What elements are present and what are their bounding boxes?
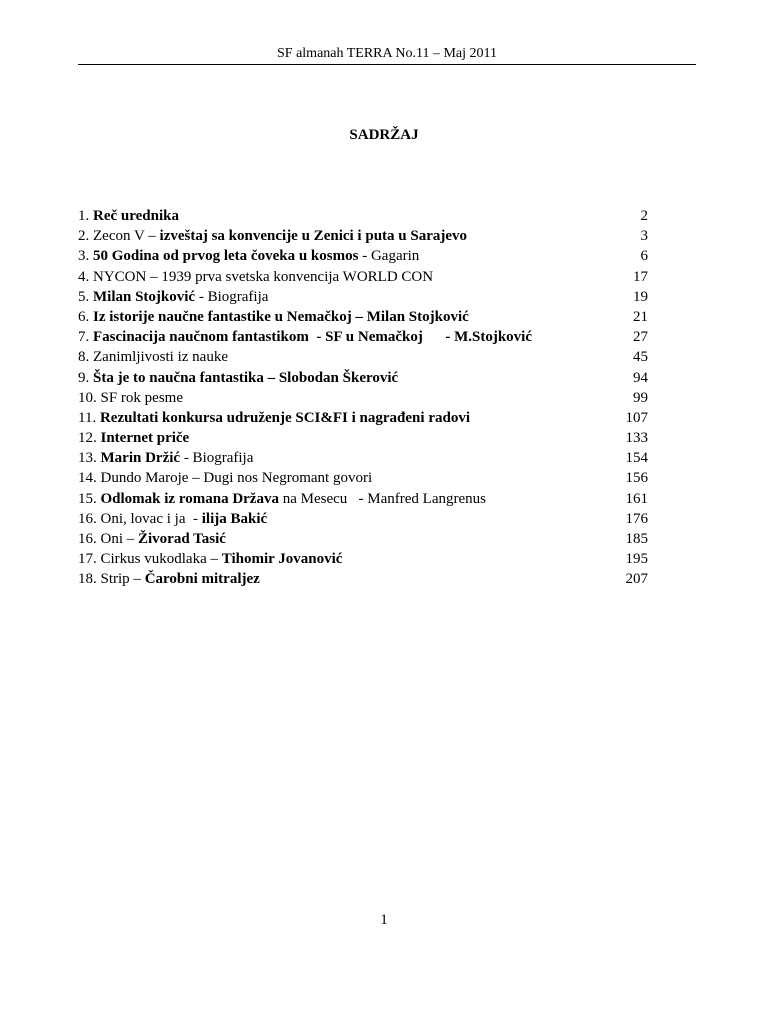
toc-entry	[78, 368, 648, 388]
toc-entry-title	[78, 549, 342, 569]
toc-entry-title-part: 2. Zecon V –	[78, 228, 160, 245]
page-title: SADRŽAJ	[349, 127, 419, 143]
toc-entry-title	[78, 206, 179, 226]
toc-entry	[78, 388, 648, 408]
toc-entry-title-part: 1.	[78, 208, 93, 224]
toc-entry-title-part: 5.	[78, 288, 93, 305]
toc-entry-title	[78, 267, 433, 287]
toc-entry-title-part: - Biografija	[180, 450, 254, 467]
toc-entry-page-number: 6	[640, 248, 648, 265]
toc-entry-title	[78, 468, 372, 488]
toc-entry-page-number: 27	[633, 329, 648, 346]
toc-entry-title	[78, 448, 253, 468]
toc-entry-page-number: 94	[633, 369, 648, 386]
toc-entry-title-part: 7.	[78, 329, 93, 346]
toc-entry-page-number: 21	[633, 308, 648, 325]
toc-entry	[78, 529, 648, 549]
toc-entry-page-number: 161	[625, 490, 648, 507]
toc-entry-page-number: 2	[640, 208, 648, 224]
toc-entry-title-bold-part: izveštaj sa konvencije u Zenici i puta u Sarajevo	[159, 228, 468, 245]
toc-entry	[78, 327, 648, 347]
toc-entry-page-number: 19	[633, 288, 648, 305]
toc-entry-title-part: - Gagarin	[358, 248, 420, 265]
toc-entry-title-part: 8. Zanimljivosti iz nauke	[78, 349, 228, 366]
toc-entry-title	[78, 569, 260, 589]
toc-entry-title	[78, 226, 467, 246]
toc-entry-page-number: 107	[625, 409, 648, 426]
toc-entry-title	[78, 408, 470, 428]
toc-entry	[78, 347, 648, 367]
toc-entry-title	[78, 287, 268, 307]
toc-entry	[78, 246, 648, 266]
toc-entry	[78, 408, 648, 428]
toc-entry-page-number: 185	[625, 531, 648, 547]
toc-entry-title	[78, 489, 486, 509]
toc-entry-page-number: 17	[633, 268, 648, 285]
toc-entry-title	[78, 246, 419, 266]
toc-entry	[78, 428, 648, 448]
toc-entry-title	[78, 509, 267, 529]
toc-entry-title-bold-part: Milan Stojković	[93, 288, 196, 305]
toc-entry-title-bold-part: Iz istorije naučne fantastike u Nemačkoj – Milan Stojković	[93, 308, 469, 325]
toc-entry	[78, 287, 648, 307]
toc-entry	[78, 267, 648, 287]
toc-entry-title-bold-part: ilija Bakić	[201, 510, 268, 527]
toc-entry-title	[78, 388, 183, 408]
toc-entry-title-bold-part: Odlomak iz romana Država	[100, 490, 279, 507]
toc-entry	[78, 226, 648, 246]
toc-entry-title	[78, 368, 398, 388]
toc-entry-title-part: 10. SF rok pesme	[78, 389, 183, 406]
toc-entry-title-part: 16. Oni, lovac i ja -	[78, 510, 202, 527]
toc-entry-title-part: 9.	[78, 369, 93, 386]
toc-entry-title-part: 3.	[78, 248, 93, 265]
toc-entry-title	[78, 428, 189, 448]
toc-entry-title-part: na Mesecu - Manfred Langrenus	[278, 490, 486, 507]
toc-entry-title-part: 6.	[78, 308, 93, 325]
toc-entry-title-bold-part: Rezultati konkursa udruženje SCI&FI i nagrađeni radovi	[99, 409, 470, 426]
toc-entry	[78, 549, 648, 569]
toc-entry-page-number: 156	[625, 470, 648, 487]
toc-entry-title-part: 15.	[78, 490, 101, 507]
running-head: SF almanah TERRA No.11 – Maj 2011	[78, 44, 696, 65]
toc-entry	[78, 569, 648, 589]
table-of-contents	[78, 206, 648, 590]
toc-entry-page-number: 176	[625, 510, 648, 527]
toc-entry-title	[78, 347, 228, 367]
toc-entry-title-part: 4. NYCON – 1939 prva svetska konvencija WORLD CON	[78, 268, 434, 285]
toc-entry	[78, 206, 648, 226]
toc-entry-title	[78, 529, 226, 549]
toc-entry-title-part: 16. Oni –	[78, 531, 138, 547]
toc-entry-title-bold-part: Reč urednika	[93, 208, 179, 224]
toc-entry-title	[78, 327, 532, 347]
toc-entry-title-bold-part: Marin Držić	[100, 450, 181, 467]
toc-entry-title-part: 12.	[78, 430, 101, 447]
toc-entry-title-part: - Biografija	[195, 288, 269, 305]
toc-entry-title-bold-part: Fascinacija naučnom fantastikom - SF u Nemačkoj - M.Stojković	[93, 329, 533, 346]
toc-entry-title-part: 14. Dundo Maroje – Dugi nos Negromant govori	[78, 470, 373, 487]
toc-entry-title-bold-part: Internet priče	[100, 430, 190, 447]
toc-entry-title-bold-part: Čarobni mitraljez	[144, 571, 260, 588]
toc-entry-title-part: 18. Strip –	[78, 571, 145, 588]
toc-entry-page-number: 207	[625, 571, 648, 588]
toc-entry-title	[78, 307, 469, 327]
toc-entry-page-number: 3	[640, 228, 648, 245]
toc-entry-title-bold-part: Živorad Tasić	[138, 531, 226, 547]
toc-entry-title-bold-part: Šta je to naučna fantastika – Slobodan Škerović	[93, 369, 399, 386]
toc-entry-page-number: 99	[633, 389, 648, 406]
page-number: 1	[380, 912, 388, 928]
toc-entry-page-number: 195	[625, 551, 648, 568]
toc-entry	[78, 509, 648, 529]
toc-entry-title-part: 13.	[78, 450, 101, 467]
toc-entry-page-number: 45	[633, 349, 648, 366]
toc-entry	[78, 448, 648, 468]
toc-entry-page-number: 133	[625, 430, 648, 447]
toc-entry-title-part: 11.	[78, 409, 100, 426]
toc-entry-title-bold-part: Tihomir Jovanović	[221, 551, 343, 568]
toc-entry	[78, 489, 648, 509]
toc-entry-page-number: 154	[625, 450, 648, 467]
toc-entry-title-part: 17. Cirkus vukodlaka –	[78, 551, 222, 568]
toc-entry-title-bold-part: 50 Godina od prvog leta čoveka u kosmos	[93, 248, 359, 265]
toc-entry	[78, 468, 648, 488]
toc-entry	[78, 307, 648, 327]
